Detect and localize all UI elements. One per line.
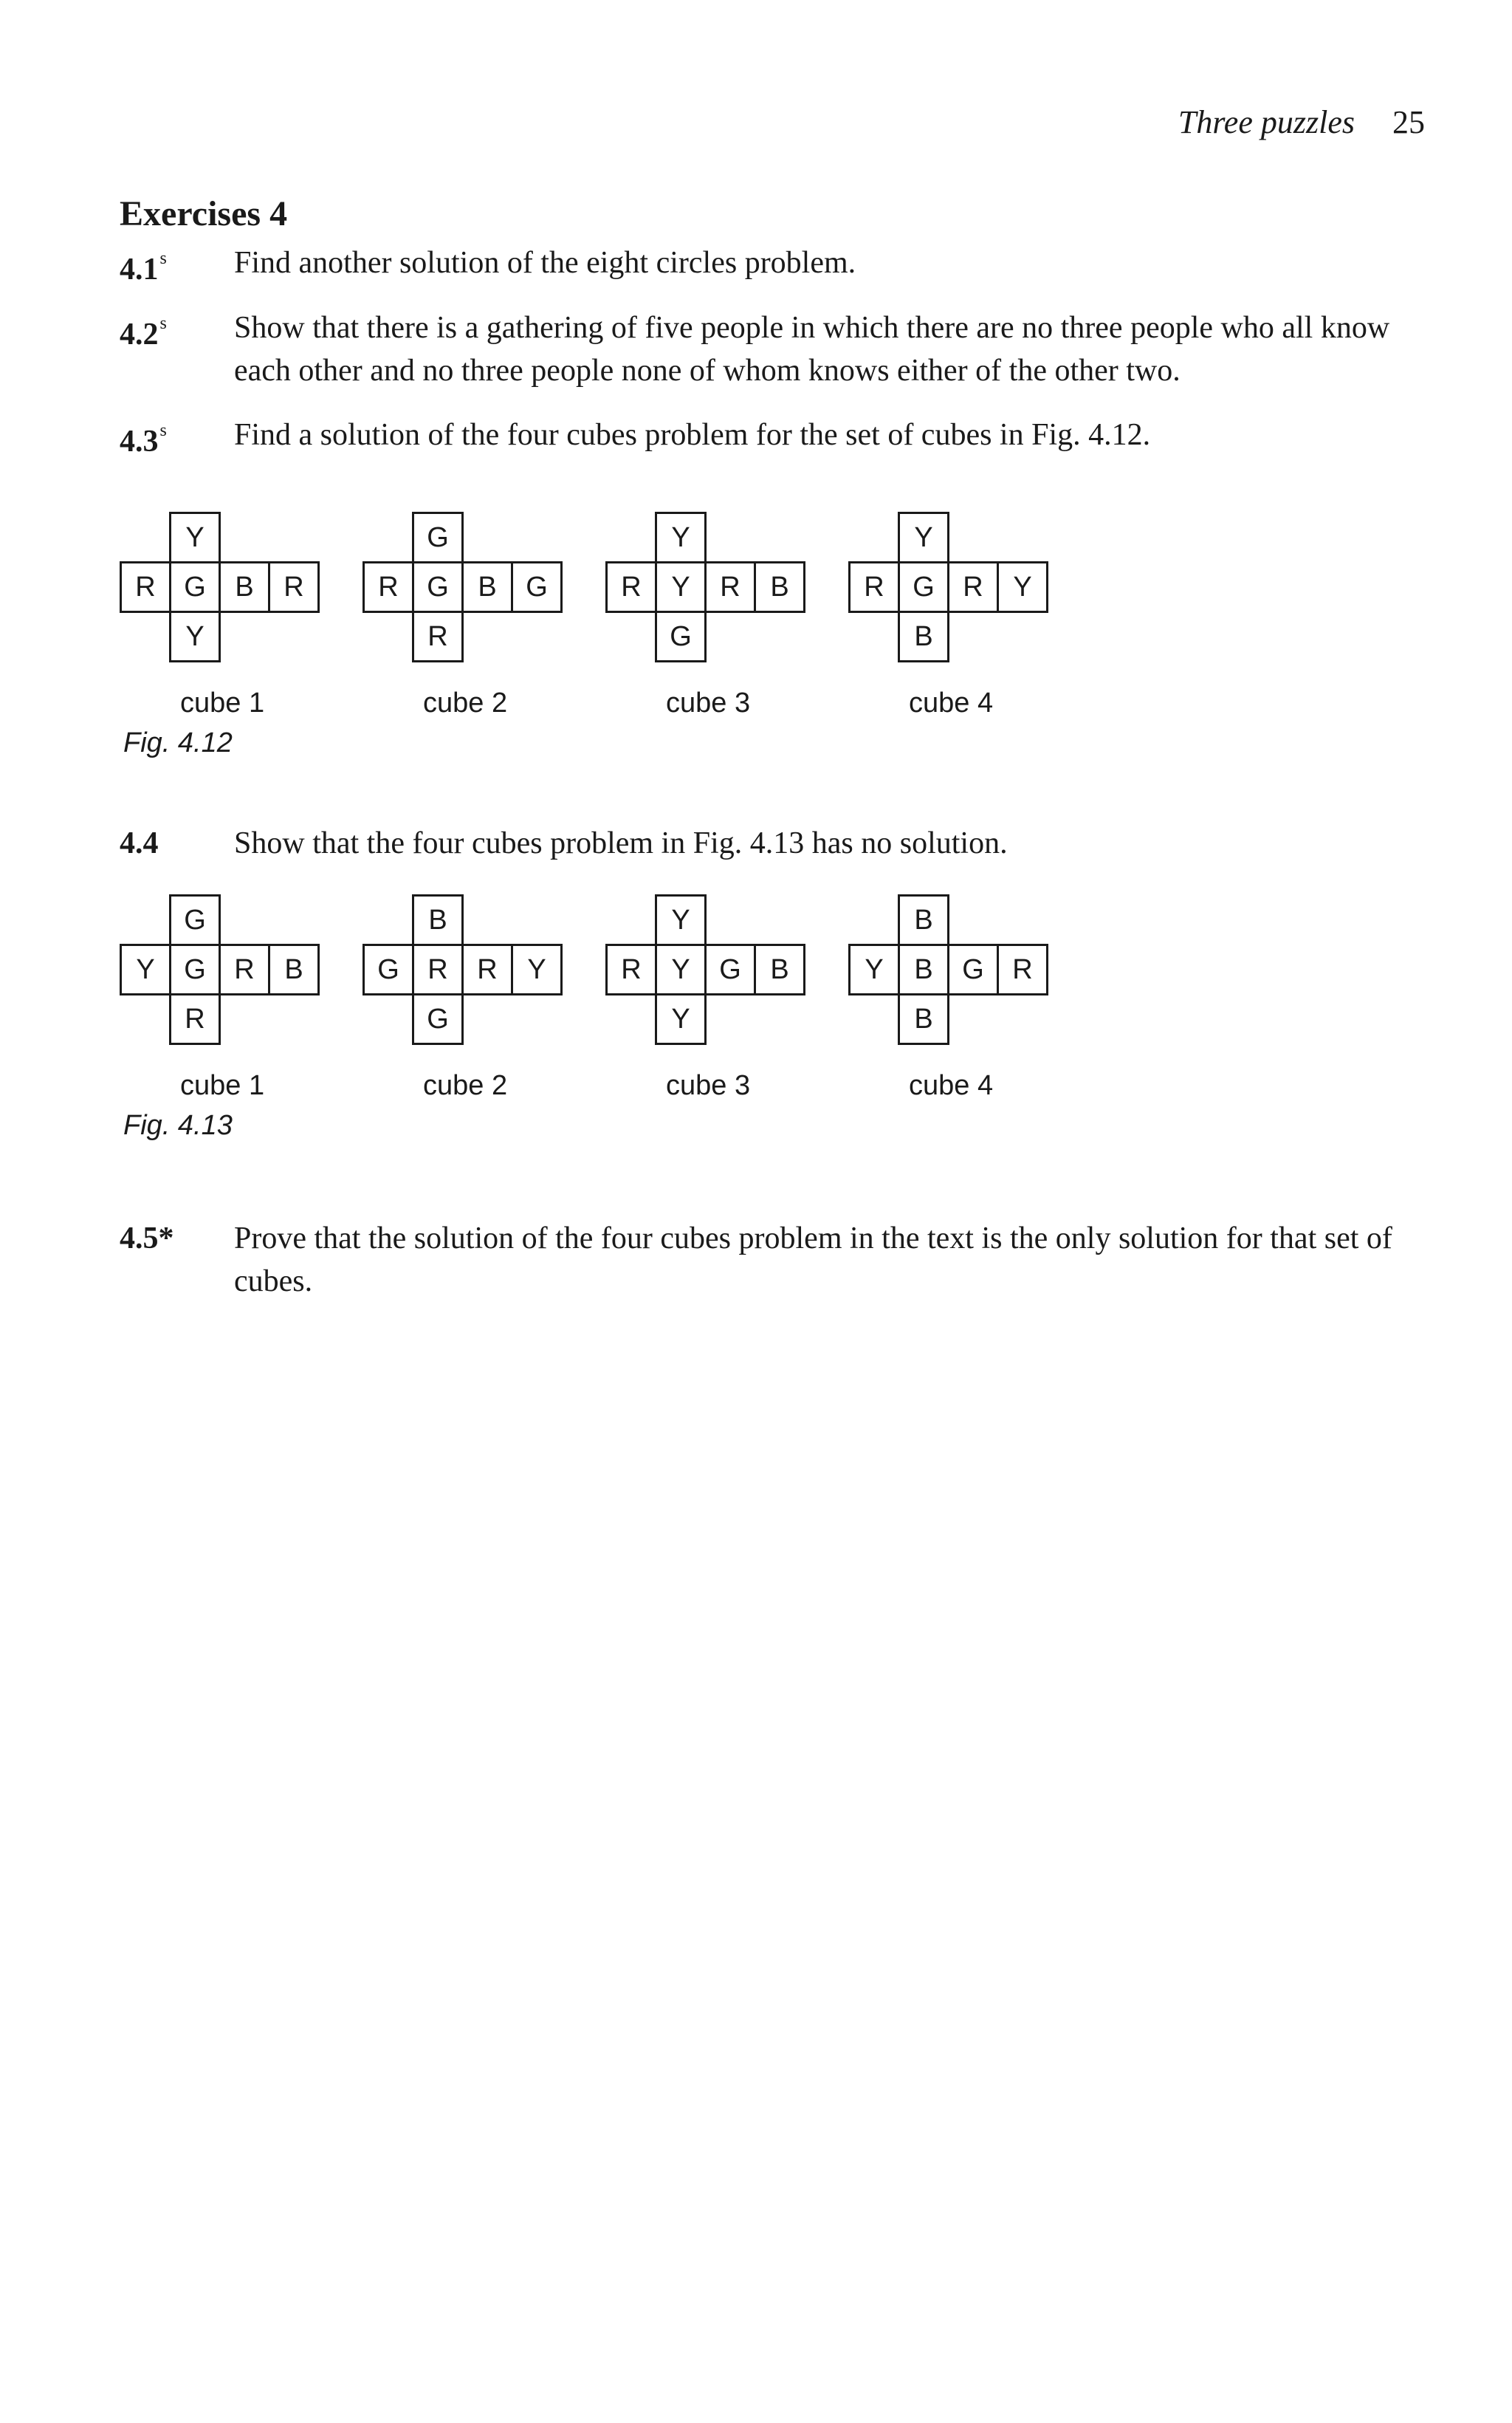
cube-face-row: R xyxy=(848,561,900,613)
cube-face-row: B xyxy=(219,561,270,613)
cube-face-row: R xyxy=(120,561,171,613)
cube-face-row: R xyxy=(362,561,414,613)
cube-face-bottom: R xyxy=(169,993,221,1045)
cube-face-row: G xyxy=(704,944,756,995)
cube-face-row: G xyxy=(362,944,414,995)
cube-face-row: Y xyxy=(511,944,563,995)
cube-face-row: B xyxy=(898,944,949,995)
cube-face-top: G xyxy=(169,894,221,946)
cube-label: cube 3 xyxy=(666,688,751,719)
cube-face-row: Y xyxy=(655,944,707,995)
figure-4-12 xyxy=(120,512,1153,770)
cube-face-bottom: G xyxy=(412,993,464,1045)
cube-face-row: G xyxy=(898,561,949,613)
cube-face-row: R xyxy=(605,944,657,995)
section-heading: Exercises 4 xyxy=(120,194,288,233)
cube-net-1 xyxy=(120,894,338,1113)
cube-label: cube 3 xyxy=(666,1070,751,1101)
cube-face-top: B xyxy=(898,894,949,946)
cube-net-4 xyxy=(848,512,1067,730)
cube-face-bottom: R xyxy=(412,611,464,662)
cube-face-top: B xyxy=(412,894,464,946)
cube-face-bottom: B xyxy=(898,611,949,662)
cube-face-top: Y xyxy=(655,894,707,946)
cube-face-row: B xyxy=(754,561,805,613)
cube-net-4 xyxy=(848,894,1067,1113)
cube-net-3 xyxy=(605,894,824,1113)
running-head-title: Three puzzles xyxy=(1178,104,1355,140)
cube-face-row: Y xyxy=(997,561,1048,613)
exercise-number: 4.5* xyxy=(120,1221,174,1255)
cube-face-top: Y xyxy=(898,512,949,563)
cube-face-row: Y xyxy=(848,944,900,995)
cube-face-row: Y xyxy=(120,944,171,995)
exercise-text: Find another solution of the eight circles problem. xyxy=(234,246,856,280)
cube-face-row: R xyxy=(461,944,513,995)
cube-face-row: R xyxy=(704,561,756,613)
cube-face-row: G xyxy=(412,561,464,613)
cube-face-row: R xyxy=(268,561,320,613)
figure-caption: Fig. 4.12 xyxy=(123,727,233,758)
exercise-number: 4.3$^s$ xyxy=(120,421,167,459)
cube-face-row: R xyxy=(605,561,657,613)
cube-face-row: R xyxy=(219,944,270,995)
cube-face-row: R xyxy=(947,561,999,613)
cube-face-row: B xyxy=(461,561,513,613)
figure-caption: Fig. 4.13 xyxy=(123,1110,233,1141)
cube-face-row: G xyxy=(511,561,563,613)
exercise-text: Show that the four cubes problem in Fig. 4.13 has no solution. xyxy=(234,826,1008,860)
figure-4-13 xyxy=(120,894,1153,1153)
exercise-4-2 xyxy=(120,306,1425,392)
cube-face-bottom: G xyxy=(655,611,707,662)
exercise-number: 4.4 xyxy=(120,826,159,860)
solution-mark: s xyxy=(159,421,167,440)
exercise-4-5 xyxy=(120,1217,1425,1303)
cube-net-2 xyxy=(362,894,581,1113)
cube-face-row: G xyxy=(169,561,221,613)
cube-face-row: R xyxy=(997,944,1048,995)
running-head xyxy=(1178,103,1425,141)
exercise-4-1 xyxy=(120,241,1425,287)
cube-label: cube 1 xyxy=(180,1070,265,1101)
cube-face-bottom: Y xyxy=(169,611,221,662)
cube-label: cube 4 xyxy=(909,688,994,719)
exercise-text: Prove that the solution of the four cubes problem in the text is the only solution for that set of cubes. xyxy=(234,1221,1392,1298)
exercise-4-3 xyxy=(120,414,1425,459)
cube-label: cube 4 xyxy=(909,1070,994,1101)
cube-face-row: G xyxy=(169,944,221,995)
cube-label: cube 2 xyxy=(423,1070,508,1101)
cube-face-top: Y xyxy=(655,512,707,563)
cube-label: cube 2 xyxy=(423,688,508,719)
cube-face-bottom: B xyxy=(898,993,949,1045)
cube-face-top: Y xyxy=(169,512,221,563)
cube-net-2 xyxy=(362,512,581,730)
cube-face-row: G xyxy=(947,944,999,995)
exercise-number: 4.2$^s$ xyxy=(120,314,167,352)
cube-face-row: B xyxy=(268,944,320,995)
cube-net-1 xyxy=(120,512,338,730)
page-number: 25 xyxy=(1392,104,1425,140)
cube-face-row: Y xyxy=(655,561,707,613)
cube-face-row: B xyxy=(754,944,805,995)
solution-mark: s xyxy=(159,314,167,333)
cube-label: cube 1 xyxy=(180,688,265,719)
cube-net-3 xyxy=(605,512,824,730)
solution-mark: s xyxy=(159,249,167,268)
cube-face-row: R xyxy=(412,944,464,995)
exercise-number: 4.1$^s$ xyxy=(120,249,167,287)
cube-face-top: G xyxy=(412,512,464,563)
cube-face-bottom: Y xyxy=(655,993,707,1045)
exercise-4-4 xyxy=(120,822,1425,865)
exercise-text: Find a solution of the four cubes problem for the set of cubes in Fig. 4.12. xyxy=(234,418,1151,452)
exercise-text: Show that there is a gathering of five people in which there are no three people who all know each other and no three people none of whom knows either of the other two. xyxy=(234,311,1390,388)
